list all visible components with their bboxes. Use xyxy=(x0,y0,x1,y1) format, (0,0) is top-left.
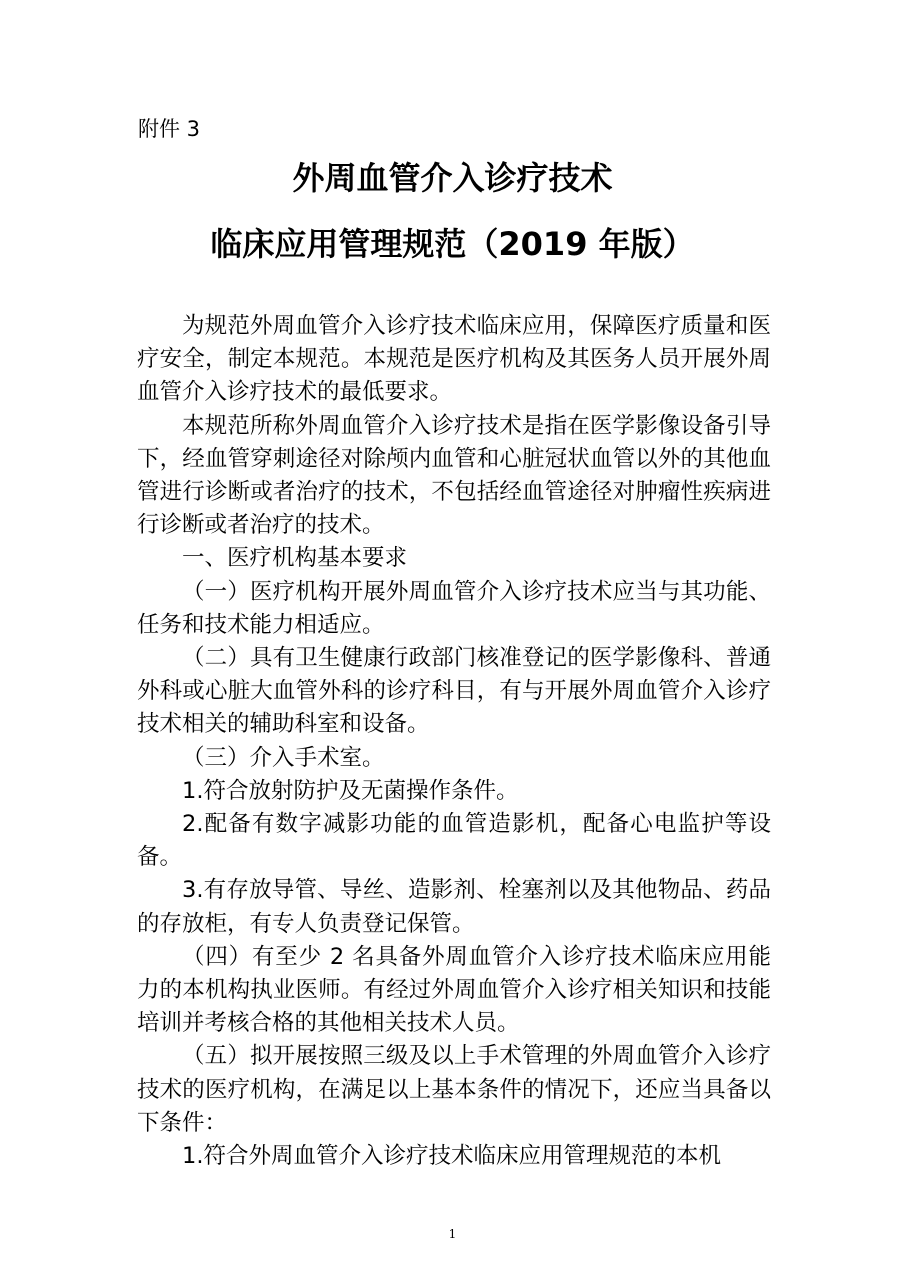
document-title-line-2: 临床应用管理规范（2019 年版） xyxy=(210,225,695,263)
paragraph: （五）拟开展按照三级及以上手术管理的外周血管介入诊疗技术的医疗机构，在满足以上基本条件的情况下，还应当具备以下条件： xyxy=(137,1043,771,1136)
paragraph: （四）有至少 2 名具备外周血管介入诊疗技术临床应用能力的本机构执业医师。有经过外周血管介入诊疗相关知识和技能培训并考核合格的其他相关技术人员。 xyxy=(137,943,771,1037)
paragraph: 1.符合外周血管介入诊疗技术临床应用管理规范的本机 xyxy=(182,1143,721,1170)
paragraph: 1.符合放射防护及无菌操作条件。 xyxy=(182,777,519,804)
section-heading: 一、医疗机构基本要求 xyxy=(182,545,408,572)
document-body xyxy=(137,310,771,1173)
paragraph: 本规范所称外周血管介入诊疗技术是指在医学影像设备引导下，经血管穿刺途径对除颅内血管和心脏冠状血管以外的其他血管进行诊断或者治疗的技术，不包括经血管途径对肿瘤性疾病进行诊断或者治疗的技术。 xyxy=(137,412,771,539)
paragraph: 为规范外周血管介入诊疗技术临床应用，保障医疗质量和医疗安全，制定本规范。本规范是医疗机构及其医务人员开展外周血管介入诊疗技术的最低要求。 xyxy=(137,313,771,406)
paragraph: 2.配备有数字减影功能的血管造影机，配备心电监护等设备。 xyxy=(137,811,771,871)
paragraph: （二）具有卫生健康行政部门核准登记的医学影像科、普通外科或心脏大血管外科的诊疗科目，有与开展外周血管介入诊疗技术相关的辅助科室和设备。 xyxy=(137,645,771,738)
paragraph: （三）介入手术室。 xyxy=(182,744,385,771)
document-title-line-1: 外周血管介入诊疗技术 xyxy=(292,159,613,197)
paragraph: （一）医疗机构开展外周血管介入诊疗技术应当与其功能、任务和技术能力相适应。 xyxy=(137,578,771,638)
page-number: 1 xyxy=(448,1227,457,1241)
paragraph: 3.有存放导管、导丝、造影剂、栓塞剂以及其他物品、药品的存放柜，有专人负责登记保管。 xyxy=(137,877,771,937)
attachment-label: 附件 3 xyxy=(138,117,201,141)
